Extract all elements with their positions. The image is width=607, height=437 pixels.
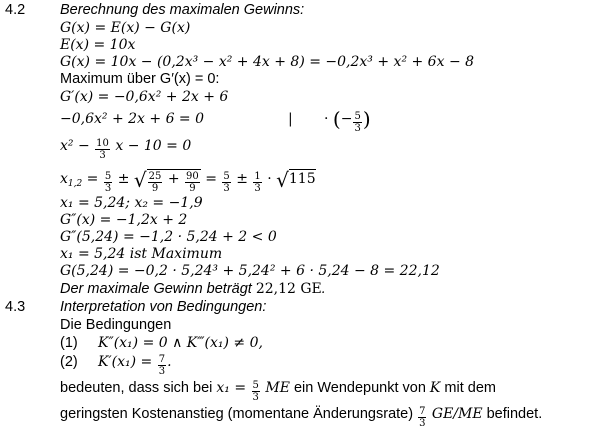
paragraph-line-1 <box>60 380 496 403</box>
fraction-numerator: 5 <box>354 111 361 122</box>
x1-symbol: x₁ = <box>216 380 251 396</box>
text-conditions-intro: Die Bedingungen <box>60 317 172 333</box>
paragraph-line-2 <box>60 406 542 429</box>
pq-equals-2: = <box>200 171 222 187</box>
result-max-profit <box>60 281 326 297</box>
equation-derivative-zero <box>60 107 400 134</box>
pq-dot: · <box>262 171 277 187</box>
fraction-denominator: 3 <box>254 183 261 194</box>
square-root-2-value: 115 <box>288 171 316 187</box>
paragraph-line-2-part-b: befindet. <box>482 406 543 422</box>
condition-2-lhs: K′(x₁) = <box>98 354 157 370</box>
equation-profit-function: G(x) = 10x − (0,2x³ − x² + 4x + 8) = −0,2x³ + x² + 6x − 8 <box>60 54 475 70</box>
unit-me: ME <box>260 380 290 396</box>
text-is-maximum: x₁ = 5,24 ist Maximum <box>60 246 223 262</box>
section-heading-4-2: Berechnung des maximalen Gewinns: <box>60 2 305 18</box>
equation-max-profit: G(5,24) = −0,2 · 5,24³ + 5,24² + 6 · 5,24 − 8 = 22,12 <box>60 263 440 279</box>
square-root-2: √115 <box>276 168 316 192</box>
separator-bar: | <box>288 111 293 127</box>
fraction-denominator: 9 <box>189 183 196 194</box>
equation-normalized-part-b: x − 10 = 0 <box>115 138 192 154</box>
paragraph-line-1-part-b: ein Wendepunkt von <box>289 380 430 396</box>
equation-second-derivative-check: G″(5,24) = −1,2 · 5,24 + 2 < 0 <box>60 229 277 245</box>
condition-2 <box>60 354 172 377</box>
condition-1 <box>60 335 263 351</box>
paragraph-line-1-part-c: mit dem <box>440 380 496 396</box>
fraction-denominator: 3 <box>99 150 106 161</box>
pq-lhs-subscript: 1,2 <box>67 179 83 189</box>
section-number-4-3: 4.3 <box>5 299 26 315</box>
fraction-denominator: 3 <box>419 418 426 429</box>
fraction-denominator: 9 <box>151 183 159 194</box>
multiply-dot: · <box>324 111 329 127</box>
condition-1-formula: K″(x₁) = 0 ∧ K‴(x₁) ≠ 0, <box>98 335 263 351</box>
fraction-numerator: 90 <box>186 171 199 182</box>
result-value: 22,12 GE <box>255 281 322 297</box>
condition-1-label: (1) <box>60 335 78 351</box>
equation-profit-def: G(x) = E(x) − G(x) <box>60 20 191 36</box>
multiplier: · (− $\frac{5}{3}$ ) <box>324 107 371 134</box>
fraction-numerator: 5 <box>252 380 259 391</box>
equation-normalized <box>60 138 191 161</box>
fraction-denominator: 3 <box>252 392 259 403</box>
fraction-denominator: 3 <box>354 123 361 134</box>
equation-normalized-part-a: x² − <box>60 138 90 154</box>
square-root-1: √ $\frac{25}{9}$ + $\frac{90}{9}$ <box>133 168 199 194</box>
paragraph-line-2-part-a: geringsten Kostenanstieg (momentane Änderungsrate) <box>60 406 418 422</box>
equation-solutions: x₁ = 5,24; x₂ = −1,9 <box>60 195 203 211</box>
paragraph-line-1-part-a: bedeuten, dass sich bei <box>60 380 217 396</box>
equation-derivative-zero-left: −0,6x² + 2x + 6 = 0 <box>60 111 205 127</box>
pq-plus-minus-2: ± <box>231 171 253 187</box>
k-symbol: K <box>429 380 441 396</box>
condition-2-formula <box>98 354 172 377</box>
fraction-numerator: 5 <box>104 171 112 182</box>
fraction-numerator: 7 <box>158 354 166 365</box>
condition-2-label: (2) <box>60 354 78 370</box>
fraction-numerator: 7 <box>419 406 426 417</box>
fraction-numerator: 10 <box>96 138 109 149</box>
minus-sign: − <box>340 111 353 127</box>
pq-plus-minus: ± <box>113 171 134 187</box>
equation-second-derivative: G″(x) = −1,2x + 2 <box>60 212 188 228</box>
fraction-denominator: 3 <box>223 183 230 194</box>
equation-pq-formula <box>60 168 316 194</box>
fraction-denominator: 3 <box>158 366 166 377</box>
unit-ge-per-me: GE/ME <box>427 406 483 422</box>
section-number-4-2: 4.2 <box>5 2 26 18</box>
pq-equals: = <box>82 171 103 187</box>
section-heading-4-3: Interpretation von Bedingungen: <box>60 299 267 315</box>
pq-plus: + <box>163 171 185 187</box>
fraction-numerator: 5 <box>223 171 230 182</box>
result-text: Der maximale Gewinn beträgt <box>60 281 256 297</box>
result-period: . <box>321 281 326 297</box>
condition-2-period: . <box>167 354 172 370</box>
pq-lhs: x <box>60 171 68 187</box>
text-maximum-condition: Maximum über G′(x) = 0: <box>60 71 220 87</box>
equation-first-derivative: G′(x) = −0,6x² + 2x + 6 <box>60 89 229 105</box>
fraction-numerator: 25 <box>148 171 162 182</box>
equation-revenue: E(x) = 10x <box>60 37 136 53</box>
fraction-denominator: 3 <box>104 183 112 194</box>
fraction-numerator: 1 <box>254 171 261 182</box>
